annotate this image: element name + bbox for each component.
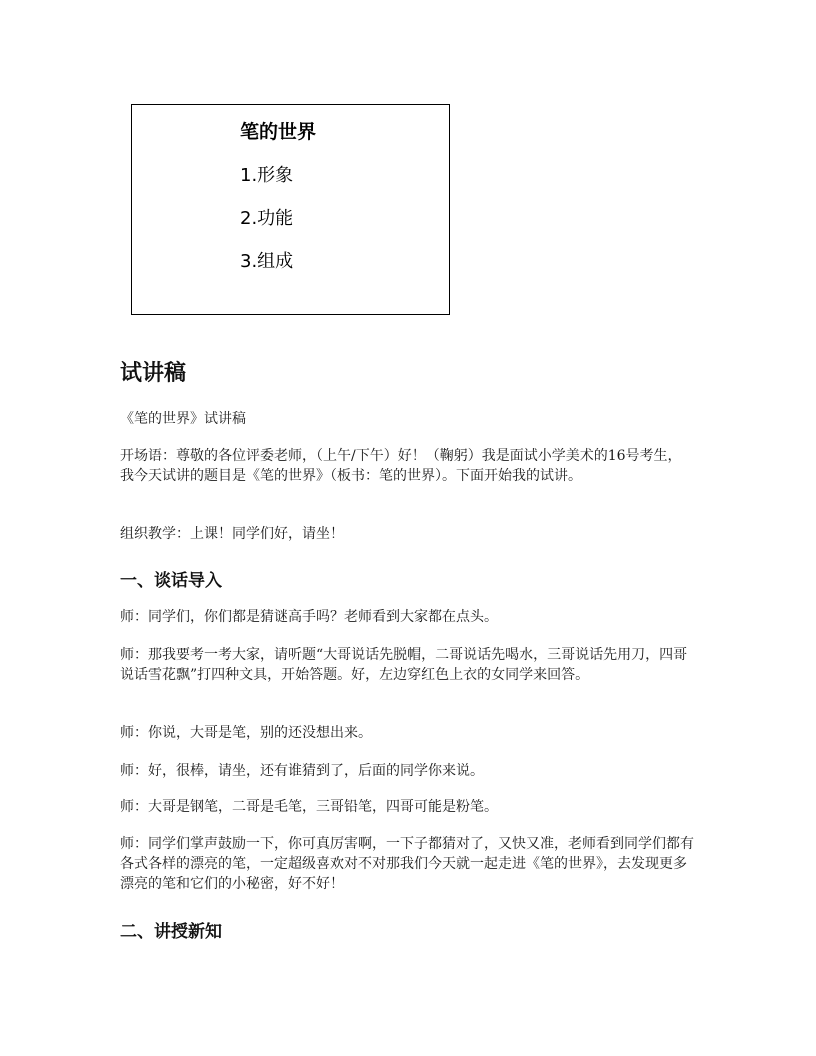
teacher-paragraph: 师：同学们，你们都是猜谜高手吗？老师看到大家都在点头。	[120, 609, 498, 625]
document-subtitle: 《笔的世界》试讲稿	[120, 411, 246, 427]
blackboard-outline	[131, 104, 450, 315]
section-heading-intro: 一、谈话导入	[120, 571, 222, 591]
teacher-paragraph: 师：同学们掌声鼓励一下，你可真厉害啊，一下子都猜对了，又快又准，老师看到同学们都有各式各样的漂亮的笔，一定超级喜欢对不对那我们今天就一起走进《笔的世界》，去发现更多漂亮的笔和它们的小秘密，好不好！	[120, 836, 694, 892]
document-heading: 试讲稿	[120, 361, 187, 386]
teacher-paragraph: 师：那我要考一考大家，请听题“大哥说话先脱帽，二哥说话先喝水，三哥说话先用刀，四哥说话雪花飘”打四种文具，开始答题。好，左边穿红色上衣的女同学来回答。	[120, 647, 688, 683]
teacher-paragraph: 师：好，很棒，请坐，还有谁猜到了，后面的同学你来说。	[120, 763, 484, 779]
opening-paragraph: 开场语：尊敬的各位评委老师，（上午/下午）好！（鞠躬）我是面试小学美术的16号考生，我今天试讲的题目是《笔的世界》（板书：笔的世界）。下面开始我的试讲。	[120, 448, 682, 484]
organize-paragraph: 组织教学：上课！同学们好，请坐！	[120, 526, 344, 542]
board-item-composition: 3.组成	[240, 251, 294, 272]
teacher-paragraph: 师：你说，大哥是笔，别的还没想出来。	[120, 725, 372, 741]
board-title: 笔的世界	[240, 121, 317, 143]
teacher-paragraph: 师：大哥是钢笔，二哥是毛笔，三哥铅笔，四哥可能是粉笔。	[120, 799, 498, 815]
section-heading-new-knowledge: 二、讲授新知	[120, 922, 222, 942]
board-item-image: 1.形象	[240, 165, 294, 186]
board-item-function: 2.功能	[240, 208, 294, 229]
